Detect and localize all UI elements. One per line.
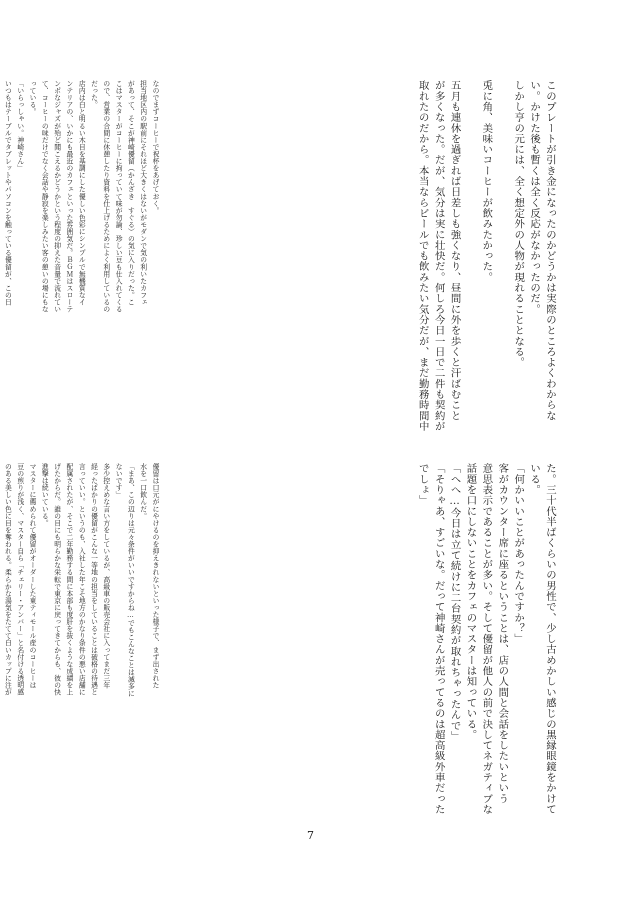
text-line: が多くなった。だが、気分は実に壮快だ。何しろ今日一日で二件も契約が: [432, 80, 445, 432]
text-line: 言っていい。というのも、入社した年こそ地方のかなり条件の悪い店舗に: [77, 463, 86, 696]
text-line: 「へへ…今日は立て続けに二台契約が取れちゃったんで」: [448, 463, 461, 742]
text-line: 水を一口飲んだ。: [138, 463, 147, 520]
text-line: でしょ」: [416, 463, 429, 506]
text-line: だった。: [89, 80, 98, 109]
text-line: 「まあ、この辺りは元々条件がいいですからね…でもこんなことは滅多に: [126, 463, 135, 697]
lower-right-text-column: [173, 463, 557, 818]
text-line: た。三十代半ばくらいの男性で、少し古めかしい感じの黒縁眼鏡をかけて: [544, 463, 556, 815]
text-line: このプレートが引き金になったのかどうかは実際のところよくわからな: [544, 80, 556, 421]
text-line: [0, 463, 1, 818]
text-line: 担当地区内の駅前にそれほど大きくはないがモダンで気の利いたカフェ: [138, 80, 147, 306]
text-line: 「そりゃあ、すごいな。だって神崎さんが売ってるのは超高級外車だった: [432, 463, 445, 815]
text-line: 多少控えめな言い方をしているが、高級車の販売会社に入ってまだ三年: [101, 463, 110, 689]
text-line: ので、営業の合間に休憩したり資料を仕上げるためによく利用しているの: [101, 80, 110, 313]
text-line: ないです」: [114, 463, 123, 499]
text-line: なのでまずコーヒーで祝杯をあげておく。: [151, 80, 159, 214]
text-line: [462, 80, 478, 432]
text-line: 豆の煎りが浅く、マスター自ら「チェリー・アンバー」と名付ける透明感: [15, 463, 24, 696]
text-line: のある美しい色に目を奪われる。柔らかな湯気をたてて白いカップに注が: [3, 463, 12, 696]
text-line: マスターに薦められて優留がオーダーした東ティモール産のコーヒーは: [28, 463, 37, 689]
text-line: て、コーヒーの味だけでなく会話や静寂を楽しみたい客の憩いの場にもな: [40, 80, 49, 313]
text-line: 進撃は続いている。: [40, 463, 49, 527]
page-number: 7: [307, 829, 314, 842]
text-line: い。かけた後も暫くは全く反応がなかったのだ。: [528, 80, 541, 315]
text-line: 優留は口元がにやけるのを抑えきれないといった様子で、まず出された: [151, 463, 159, 689]
lower-left-text-column: [3, 463, 161, 818]
text-line: [0, 80, 1, 432]
text-line: いる。: [528, 463, 541, 495]
upper-right-text-column: [173, 80, 557, 432]
text-line: 取れたのだから。本当ならビールでも飲みたい気分だが、まだ勤務時間中: [416, 80, 429, 432]
text-line: 店内は白と明るい木目を基調にした優しい色彩にシンプルで無機質なイ: [77, 80, 86, 306]
text-line: 意思表示であることが多い。そして優留が他人の前で決してネガティブな: [480, 463, 493, 815]
text-line: 「いらっしゃい。神崎さん」: [15, 80, 24, 172]
text-line: げたからだ。誰の目にも明らかな栄転で東京に戻ってきてからも、彼の快: [52, 463, 61, 696]
text-line: こはマスターがコーヒーに拘っていて味が勿論、珍しい豆も仕入れてくる: [114, 80, 123, 313]
text-line: ンテリアの、いかにも最近のカフェといった雰囲気だ。ＢＧＭはスローテ: [64, 80, 73, 313]
text-line: いつもはテーブルでタブレットやパソコンを触っている優留が、この日: [3, 80, 12, 306]
text-line: 五月も連休を過ぎれば日差しも強くなり、昼間に外を歩くと汗ばむこと: [448, 80, 461, 421]
text-line: 客がカウンター席に座るということは、店の人間と会話をしたいという: [496, 463, 509, 804]
text-line: 話題を口にしないことをカフェのマスターは知っている。: [464, 463, 477, 740]
text-line: 配属されたが、そこで二年勤務する間に本部も度肝を抜くような成績を上: [64, 463, 73, 696]
text-line: っている。: [28, 80, 37, 116]
text-line: 経ったばかりの優留がこんな一等地の担当をしていることは破格の待遇と: [89, 463, 98, 696]
text-line: 「何かいいことがあったんですか？」: [512, 463, 525, 645]
upper-left-text-column: [3, 80, 161, 432]
text-line: ンポなジャズが殆ど聞こえるかどうかという程度の抑えた音量で流れてい: [52, 80, 61, 313]
text-line: しかし亨の元には、全く想定外の人物が現れることとなる。: [512, 80, 525, 368]
text-line: があって、そこが神崎優留（かんざき すぐる）の気に入りだった。こ: [126, 80, 135, 306]
text-line: [493, 80, 509, 432]
text-line: 兎に角、美味いコーヒーが飲みたかった。: [480, 80, 493, 283]
